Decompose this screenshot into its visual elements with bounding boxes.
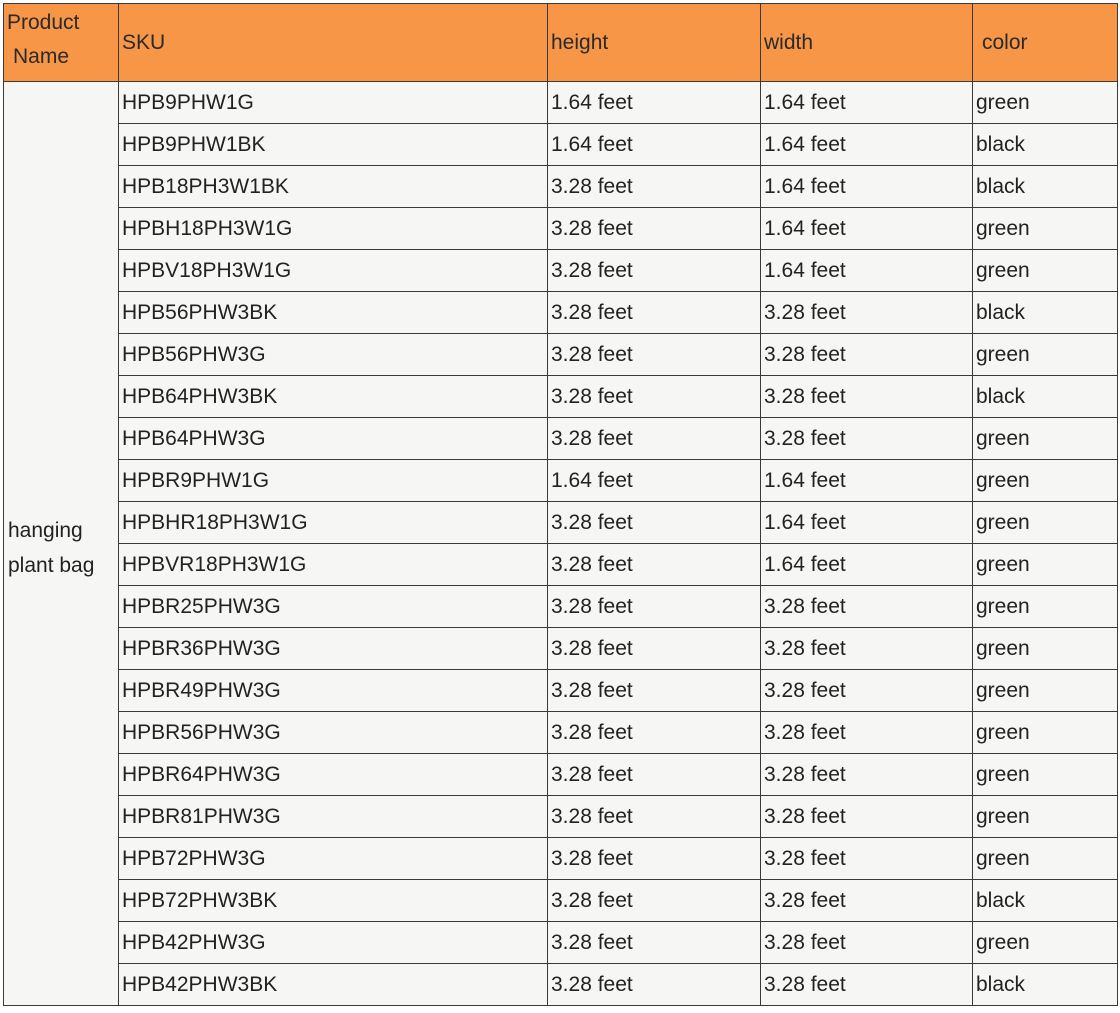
sku-cell: HPB42PHW3G <box>119 922 548 964</box>
table-row <box>4 880 1118 922</box>
sku-cell: HPB72PHW3G <box>119 838 548 880</box>
height-cell: 3.28 feet <box>548 334 761 376</box>
width-cell: 3.28 feet <box>761 586 973 628</box>
sku-cell: HPBVR18PH3W1G <box>119 544 548 586</box>
table-row <box>4 628 1118 670</box>
table-row <box>4 334 1118 376</box>
table-row <box>4 250 1118 292</box>
color-cell: green <box>973 502 1118 544</box>
color-cell: green <box>973 544 1118 586</box>
color-cell: green <box>973 922 1118 964</box>
table-row <box>4 292 1118 334</box>
table-row <box>4 712 1118 754</box>
color-cell: green <box>973 250 1118 292</box>
width-cell: 3.28 feet <box>761 670 973 712</box>
table-row <box>4 964 1118 1006</box>
height-cell: 3.28 feet <box>548 628 761 670</box>
height-cell: 1.64 feet <box>548 82 761 124</box>
table-row <box>4 418 1118 460</box>
sku-cell: HPB56PHW3G <box>119 334 548 376</box>
width-cell: 1.64 feet <box>761 208 973 250</box>
height-cell: 3.28 feet <box>548 712 761 754</box>
color-cell: black <box>973 376 1118 418</box>
sku-cell: HPB56PHW3BK <box>119 292 548 334</box>
table-row <box>4 166 1118 208</box>
width-cell: 1.64 feet <box>761 544 973 586</box>
table-row <box>4 670 1118 712</box>
sku-cell: HPBV18PH3W1G <box>119 250 548 292</box>
width-cell: 3.28 feet <box>761 712 973 754</box>
height-cell: 3.28 feet <box>548 208 761 250</box>
width-cell: 3.28 feet <box>761 796 973 838</box>
width-cell: 3.28 feet <box>761 754 973 796</box>
color-cell: green <box>973 82 1118 124</box>
table-row <box>4 124 1118 166</box>
table-row <box>4 838 1118 880</box>
color-cell: green <box>973 670 1118 712</box>
sku-cell: HPBR56PHW3G <box>119 712 548 754</box>
width-cell: 3.28 feet <box>761 292 973 334</box>
height-cell: 3.28 feet <box>548 796 761 838</box>
height-cell: 3.28 feet <box>548 502 761 544</box>
color-cell: black <box>973 292 1118 334</box>
width-cell: 3.28 feet <box>761 418 973 460</box>
table-header-row <box>4 4 1118 82</box>
color-cell: green <box>973 838 1118 880</box>
color-cell: green <box>973 754 1118 796</box>
table-row <box>4 922 1118 964</box>
width-cell: 3.28 feet <box>761 628 973 670</box>
table-row <box>4 376 1118 418</box>
product-table-container <box>3 3 1118 1006</box>
height-cell: 3.28 feet <box>548 418 761 460</box>
width-cell: 1.64 feet <box>761 460 973 502</box>
color-cell: green <box>973 712 1118 754</box>
height-cell: 3.28 feet <box>548 292 761 334</box>
height-cell: 3.28 feet <box>548 922 761 964</box>
table-body <box>4 82 1118 1006</box>
sku-cell: HPB64PHW3G <box>119 418 548 460</box>
sku-cell: HPBR9PHW1G <box>119 460 548 502</box>
sku-cell: HPBR81PHW3G <box>119 796 548 838</box>
height-cell: 3.28 feet <box>548 166 761 208</box>
table-row <box>4 754 1118 796</box>
height-cell: 1.64 feet <box>548 460 761 502</box>
sku-cell: HPB64PHW3BK <box>119 376 548 418</box>
height-cell: 3.28 feet <box>548 754 761 796</box>
width-cell: 1.64 feet <box>761 502 973 544</box>
header-width: width <box>761 4 973 82</box>
header-height: height <box>548 4 761 82</box>
table-row <box>4 544 1118 586</box>
color-cell: black <box>973 964 1118 1006</box>
height-cell: 3.28 feet <box>548 880 761 922</box>
sku-cell: HPB72PHW3BK <box>119 880 548 922</box>
sku-cell: HPB9PHW1BK <box>119 124 548 166</box>
height-cell: 3.28 feet <box>548 250 761 292</box>
sku-cell: HPBR49PHW3G <box>119 670 548 712</box>
color-cell: green <box>973 208 1118 250</box>
sku-cell: HPBH18PH3W1G <box>119 208 548 250</box>
color-cell: black <box>973 124 1118 166</box>
table-row <box>4 796 1118 838</box>
header-product-name-line2: Name <box>13 45 70 68</box>
table-row <box>4 82 1118 124</box>
height-cell: 3.28 feet <box>548 376 761 418</box>
width-cell: 1.64 feet <box>761 250 973 292</box>
table-row <box>4 586 1118 628</box>
color-cell: green <box>973 460 1118 502</box>
height-cell: 3.28 feet <box>548 586 761 628</box>
sku-cell: HPB18PH3W1BK <box>119 166 548 208</box>
table-row <box>4 208 1118 250</box>
width-cell: 1.64 feet <box>761 82 973 124</box>
table-row <box>4 460 1118 502</box>
color-cell: black <box>973 880 1118 922</box>
sku-cell: HPBR64PHW3G <box>119 754 548 796</box>
height-cell: 3.28 feet <box>548 670 761 712</box>
header-color: color <box>973 4 1118 82</box>
width-cell: 1.64 feet <box>761 124 973 166</box>
height-cell: 3.28 feet <box>548 838 761 880</box>
product-spec-table <box>3 3 1118 1006</box>
color-cell: green <box>973 628 1118 670</box>
color-cell: green <box>973 334 1118 376</box>
height-cell: 3.28 feet <box>548 544 761 586</box>
color-cell: green <box>973 418 1118 460</box>
color-cell: green <box>973 796 1118 838</box>
header-sku: SKU <box>119 4 548 82</box>
table-row <box>4 502 1118 544</box>
sku-cell: HPBHR18PH3W1G <box>119 502 548 544</box>
width-cell: 3.28 feet <box>761 838 973 880</box>
width-cell: 3.28 feet <box>761 880 973 922</box>
header-product-name-line1: Product <box>7 11 80 34</box>
width-cell: 1.64 feet <box>761 166 973 208</box>
color-cell: green <box>973 586 1118 628</box>
height-cell: 3.28 feet <box>548 964 761 1006</box>
sku-cell: HPBR25PHW3G <box>119 586 548 628</box>
width-cell: 3.28 feet <box>761 376 973 418</box>
width-cell: 3.28 feet <box>761 964 973 1006</box>
sku-cell: HPB42PHW3BK <box>119 964 548 1006</box>
width-cell: 3.28 feet <box>761 334 973 376</box>
height-cell: 1.64 feet <box>548 124 761 166</box>
width-cell: 3.28 feet <box>761 922 973 964</box>
color-cell: black <box>973 166 1118 208</box>
sku-cell: HPBR36PHW3G <box>119 628 548 670</box>
header-product-name <box>4 4 119 82</box>
sku-cell: HPB9PHW1G <box>119 82 548 124</box>
product-name-cell: hanging plant bag <box>4 82 119 1006</box>
